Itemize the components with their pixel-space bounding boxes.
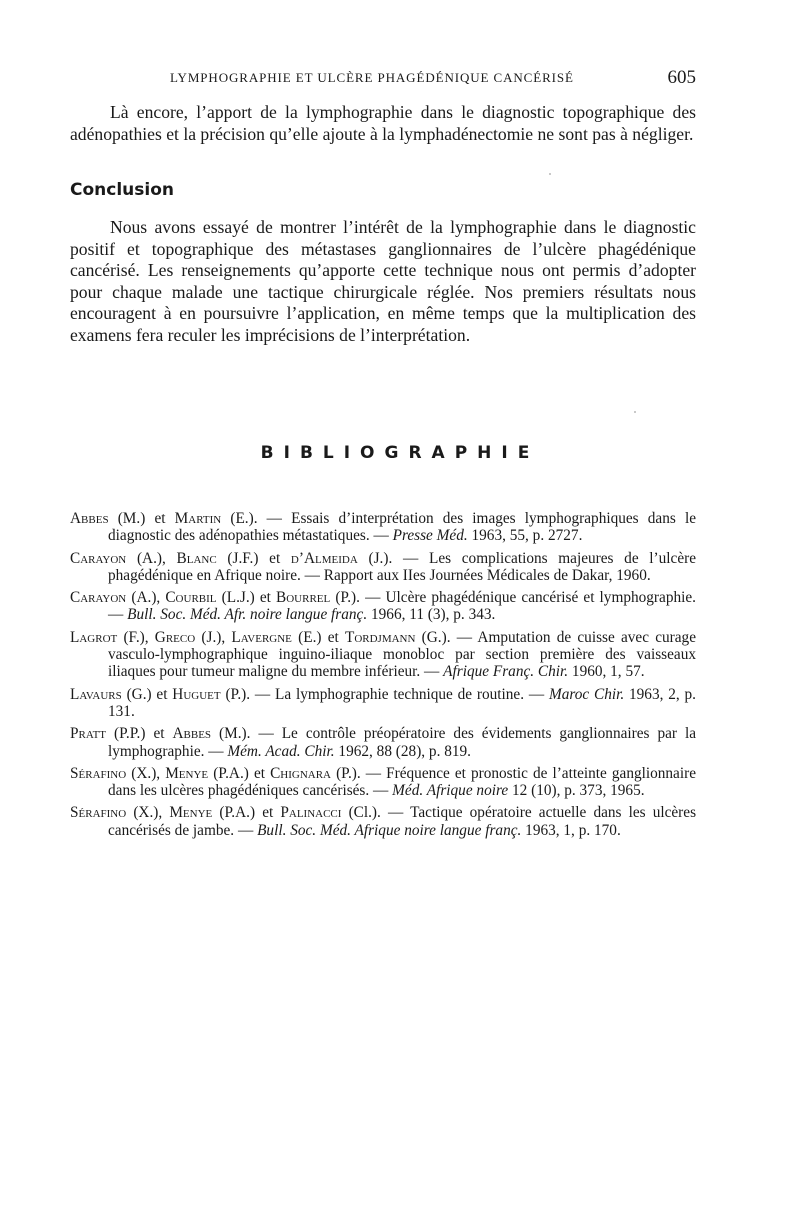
reference-author: Tordjmann	[344, 628, 416, 646]
reference-author-initials: (P.A.)	[213, 764, 249, 782]
reference-author: Bourrel	[276, 589, 331, 607]
reference-text: — Amputation de cuisse avec curage vasculo-lymphographique inguino-iliaque monobloc par section première des vaisseaux iliaques pour tumeur maligne du membre inférieur. —	[108, 628, 696, 681]
reference-author-initials: (X.),	[133, 804, 163, 822]
reference-citation: 1960, 1, 57.	[568, 663, 645, 681]
reference-author-initials: (P.).	[225, 685, 251, 703]
reference-item: Carayon (A.), Blanc (J.F.) et d’Almeida (J.). — Les complications majeures de l’ulcère phagédénique en Afrique noire. — Rapport aux IIes Journées Médicales de Dakar, 1960.	[70, 549, 697, 584]
reference-author: d’Almeida	[290, 549, 358, 567]
reference-author-initials: (J.),	[201, 628, 226, 646]
reference-citation: 1963, 1, p. 170.	[521, 821, 621, 839]
reference-author: Palinacci	[280, 804, 342, 822]
reference-author-initials: (M.)	[117, 510, 146, 527]
reference-author-initials: (P.A.)	[219, 804, 256, 822]
reference-item: Lagrot (F.), Greco (J.), Lavergne (E.) et Tordjmann (G.). — Amputation de cuisse avec curage vasculo-lymphographique inguino-iliaque monobloc par section première des vaisseaux iliaques pour tumeur maligne du membre inférieur. — Afrique Franç. Chir. 1960, 1, 57.	[70, 628, 696, 681]
reference-citation: 1966, 11 (3), p. 343.	[367, 606, 496, 624]
reference-author: Menye	[169, 804, 213, 822]
reference-list	[70, 510, 696, 844]
running-head	[70, 67, 696, 91]
reference-author: Abbes	[70, 510, 109, 527]
reference-text: — Ulcère phagédénique cancérisé et lymphographie. —	[108, 589, 696, 624]
reference-author: Blanc	[176, 549, 217, 567]
reference-author-initials: (M.).	[219, 725, 251, 743]
reference-text: — Essais d’interprétation des images lymphographiques dans le diagnostic des adénopathies métastatiques. —	[108, 510, 696, 545]
reference-author-initials: (P.).	[336, 764, 361, 782]
reference-text: — Fréquence et pronostic de l’atteinte ganglionnaire dans les ulcères phagédéniques cancérisés. —	[108, 764, 696, 800]
reference-text: — Tactique opératoire actuelle dans les ulcères cancérisés de jambe. —	[108, 804, 697, 839]
reference-item: Sérafino (X.), Menye (P.A.) et Palinacci (Cl.). — Tactique opératoire actuelle dans les ulcères cancérisés de jambe. — Bull. Soc. Méd. Afrique noire langue franç. 1963, 1, p. 170.	[70, 804, 697, 839]
reference-journal: Presse Méd.	[392, 527, 468, 545]
reference-author: Menye	[165, 764, 209, 782]
reference-author-initials: (E.).	[230, 510, 258, 527]
reference-citation: 1963, 2, p. 131.	[108, 685, 696, 720]
reference-citation: 12 (10), p. 373, 1965.	[508, 782, 645, 800]
reference-author-initials: (F.),	[123, 628, 149, 646]
reference-author-initials: (A.),	[136, 549, 166, 567]
reference-author: Greco	[154, 628, 196, 646]
conclusion-paragraph: Nous avons essayé de montrer l’intérêt de la lymphographie dans le diagnostic positif et topographique des métastases ganglionnaires de l’ulcère phagédénique cancérisé. Les renseignements qu’apporte cette technique nous ont permis d’adopter pour chaque malade une tactique chirurgicale réglée. Nos premiers résultats nous encouragent à en poursuivre l’application, en même temps que la multiplication des examens fera reculer les imprécisions de l’interprétation.	[70, 217, 696, 345]
body-paragraph-1: Là encore, l’apport de la lymphographie dans le diagnostic topographique des adénopathies et la précision qu’elle ajoute à la lymphadénectomie ne sont pas à négliger.	[70, 102, 696, 144]
reference-item: Abbes (M.) et Martin (E.). — Essais d’interprétation des images lymphographiques dans le diagnostic des adénopathies métastatiques. — Presse Méd. 1963, 55, p. 2727.	[70, 510, 696, 545]
reference-item: Sérafino (X.), Menye (P.A.) et Chignara (P.). — Fréquence et pronostic de l’atteinte ganglionnaire dans les ulcères phagédéniques cancérisés. — Méd. Afrique noire 12 (10), p. 373, 1965.	[70, 764, 696, 800]
conclusion-heading: Conclusion	[70, 180, 174, 200]
reference-journal: Bull. Soc. Méd. Afrique noire langue franç.	[257, 821, 522, 839]
reference-journal: Méd. Afrique noire	[392, 782, 509, 800]
reference-author: Martin	[174, 510, 222, 527]
reference-author: Lavaurs	[70, 685, 122, 703]
reference-author-initials: (P.P.)	[114, 725, 146, 743]
reference-citation: 1962, 88 (28), p. 819.	[334, 742, 471, 760]
reference-author-initials: (J.).	[368, 549, 393, 567]
reference-author-initials: (A.),	[131, 589, 161, 607]
reference-text: — Le contrôle préopératoire des évidements ganglionnaires par la lymphographie. —	[108, 725, 697, 760]
reference-journal: Mém. Acad. Chir.	[227, 742, 335, 760]
reference-text: — La lymphographie technique de routine. —	[250, 685, 549, 703]
reference-item: Lavaurs (G.) et Huguet (P.). — La lymphographie technique de routine. — Maroc Chir. 1963, 2, p. 131.	[70, 685, 696, 720]
reference-journal: Bull. Soc. Méd. Afr. noire langue franç.	[127, 606, 368, 624]
reference-author-initials: (G.).	[421, 628, 451, 646]
reference-author: Sérafino	[70, 804, 127, 822]
reference-author-initials: (Cl.).	[348, 804, 381, 822]
running-title: LYMPHOGRAPHIE ET ULCÈRE PHAGÉDÉNIQUE CANCÉRISÉ	[170, 70, 574, 85]
reference-author-initials: (J.F.)	[227, 549, 259, 567]
reference-author: Lavergne	[231, 628, 292, 646]
reference-journal: Maroc Chir.	[548, 685, 625, 703]
reference-author: Huguet	[172, 685, 221, 703]
reference-author-initials: (X.),	[131, 764, 161, 782]
reference-author: Lagrot	[70, 628, 118, 646]
reference-item: Carayon (A.), Courbil (L.J.) et Bourrel (P.). — Ulcère phagédénique cancérisé et lymphographie. — Bull. Soc. Méd. Afr. noire langue franç. 1966, 11 (3), p. 343.	[70, 589, 696, 624]
reference-author-initials: (P.).	[335, 589, 360, 607]
scan-speck	[634, 411, 636, 413]
reference-journal: Afrique Franç. Chir.	[443, 663, 569, 681]
reference-author: Abbes	[172, 725, 212, 743]
reference-author: Carayon	[70, 549, 127, 567]
reference-author-initials: (G.)	[126, 685, 152, 703]
bibliography-heading: BIBLIOGRAPHIE	[260, 443, 540, 463]
reference-author-initials: (E.)	[298, 628, 322, 646]
reference-item: Pratt (P.P.) et Abbes (M.). — Le contrôle préopératoire des évidements ganglionnaires par la lymphographie. — Mém. Acad. Chir. 1962, 88 (28), p. 819.	[70, 725, 697, 760]
scan-speck	[549, 173, 551, 175]
reference-author: Carayon	[70, 589, 127, 607]
reference-author: Sérafino	[70, 764, 127, 782]
page-number: 605	[667, 67, 696, 88]
reference-text: — Les complications majeures de l’ulcère phagédénique en Afrique noire. — Rapport aux IIes Journées Médicales de Dakar, 1960.	[108, 549, 697, 584]
reference-author-initials: (L.J.)	[221, 589, 255, 607]
reference-author: Pratt	[70, 725, 107, 743]
reference-citation: 1963, 55, p. 2727.	[467, 527, 583, 545]
reference-author: Courbil	[165, 589, 217, 607]
reference-author: Chignara	[270, 764, 331, 782]
